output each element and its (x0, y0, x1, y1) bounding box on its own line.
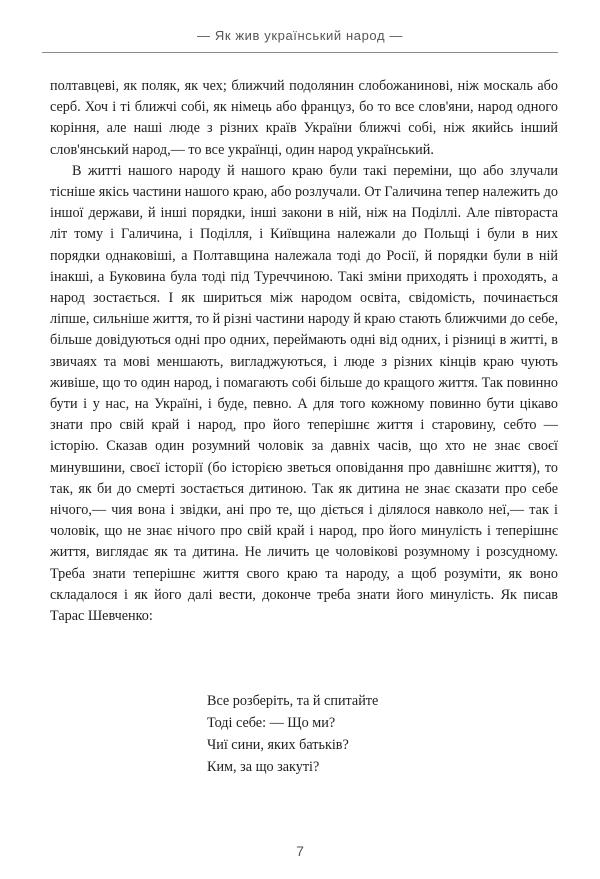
paragraph-continuation: полтавцеві, як поляк, як чех; ближчий подолянин слобожанинові, ніж москаль або серб. Хоч і ті ближчі собі, як німець або француз, бо то все слов'яни, народ одного коріння, але наші люде з різних країв України ближчі собі, ніж якийсь інший слов'янський народ,— то все українці, один народ український. (50, 78, 558, 158)
poem-line: Ким, за що закуті? (207, 759, 320, 775)
poem-quote (207, 690, 378, 778)
poem-line: Все розберіть, та й спитайте (207, 693, 379, 709)
running-head: — Як жив український народ — (197, 28, 403, 43)
body-text (50, 76, 558, 627)
poem-line: Тоді себе: — Що ми? (207, 715, 336, 731)
header-divider (42, 52, 558, 53)
paragraph: В житті нашого народу й нашого краю були такі переміни, що або злучали тісніше якісь частини нашого краю, або розлучали. От Галичина тепер належить до іншої держави, й інші порядки, інші закони в ній, ніж на Поділлі. Але півтораста літ тому і Галичина, і Поділля, і Київщина належали до Польщі і були в них порядки однаковіші, а Полтавщина належала тоді до Росії, й порядки були в ній інакші, а Буковина була тоді під Туреччиною. Такі зміни приходять і проходять, а народ зостається. І як шириться між народом освіта, свідомість, починається ліпше, сильніше життя, то й різні частини народу й краю стають ближчими до себе, більше довідуються одні про одних, переймають одні від одних, і різниці в житті, в звичаях та мові меншають, вигладжуються, і люде з різних кінців краю чують живіше, що то один народ, і помагають собі більше до кращого життя. Так повинно бути і у нас, на Україні, і буде, певно. А для того кожному повинно бути цікаво знати про свій край і народ, про його теперішнє життя і старовину, себто — історію. Сказав один розумний чоловік за давніх часів, що хто не знає своєї минувшини, своєї історії (бо історією зветься оповідання про давнішнє життя), то так, як би до смерті зостається дитиною. Так як дитина не знає сказати про себе нічого,— чия вона і звідки, ані про те, що діється і ділялося навколо неї,— так і чоловік, що не знає нічого про свій край і народ, про його минулість і теперішнє життя, виглядає як та дитина. Не личить це чоловікові розумному і розсудному. Треба знати теперішнє життя свого краю та народу, а щоб розуміти, як воно складалося і як його далі вести, доконче треба знати його минулість. Як писав Тарас Шевченко: (50, 162, 558, 625)
poem-line: Чиї сини, яких батьків? (207, 737, 349, 753)
page-number: 7 (296, 843, 304, 859)
